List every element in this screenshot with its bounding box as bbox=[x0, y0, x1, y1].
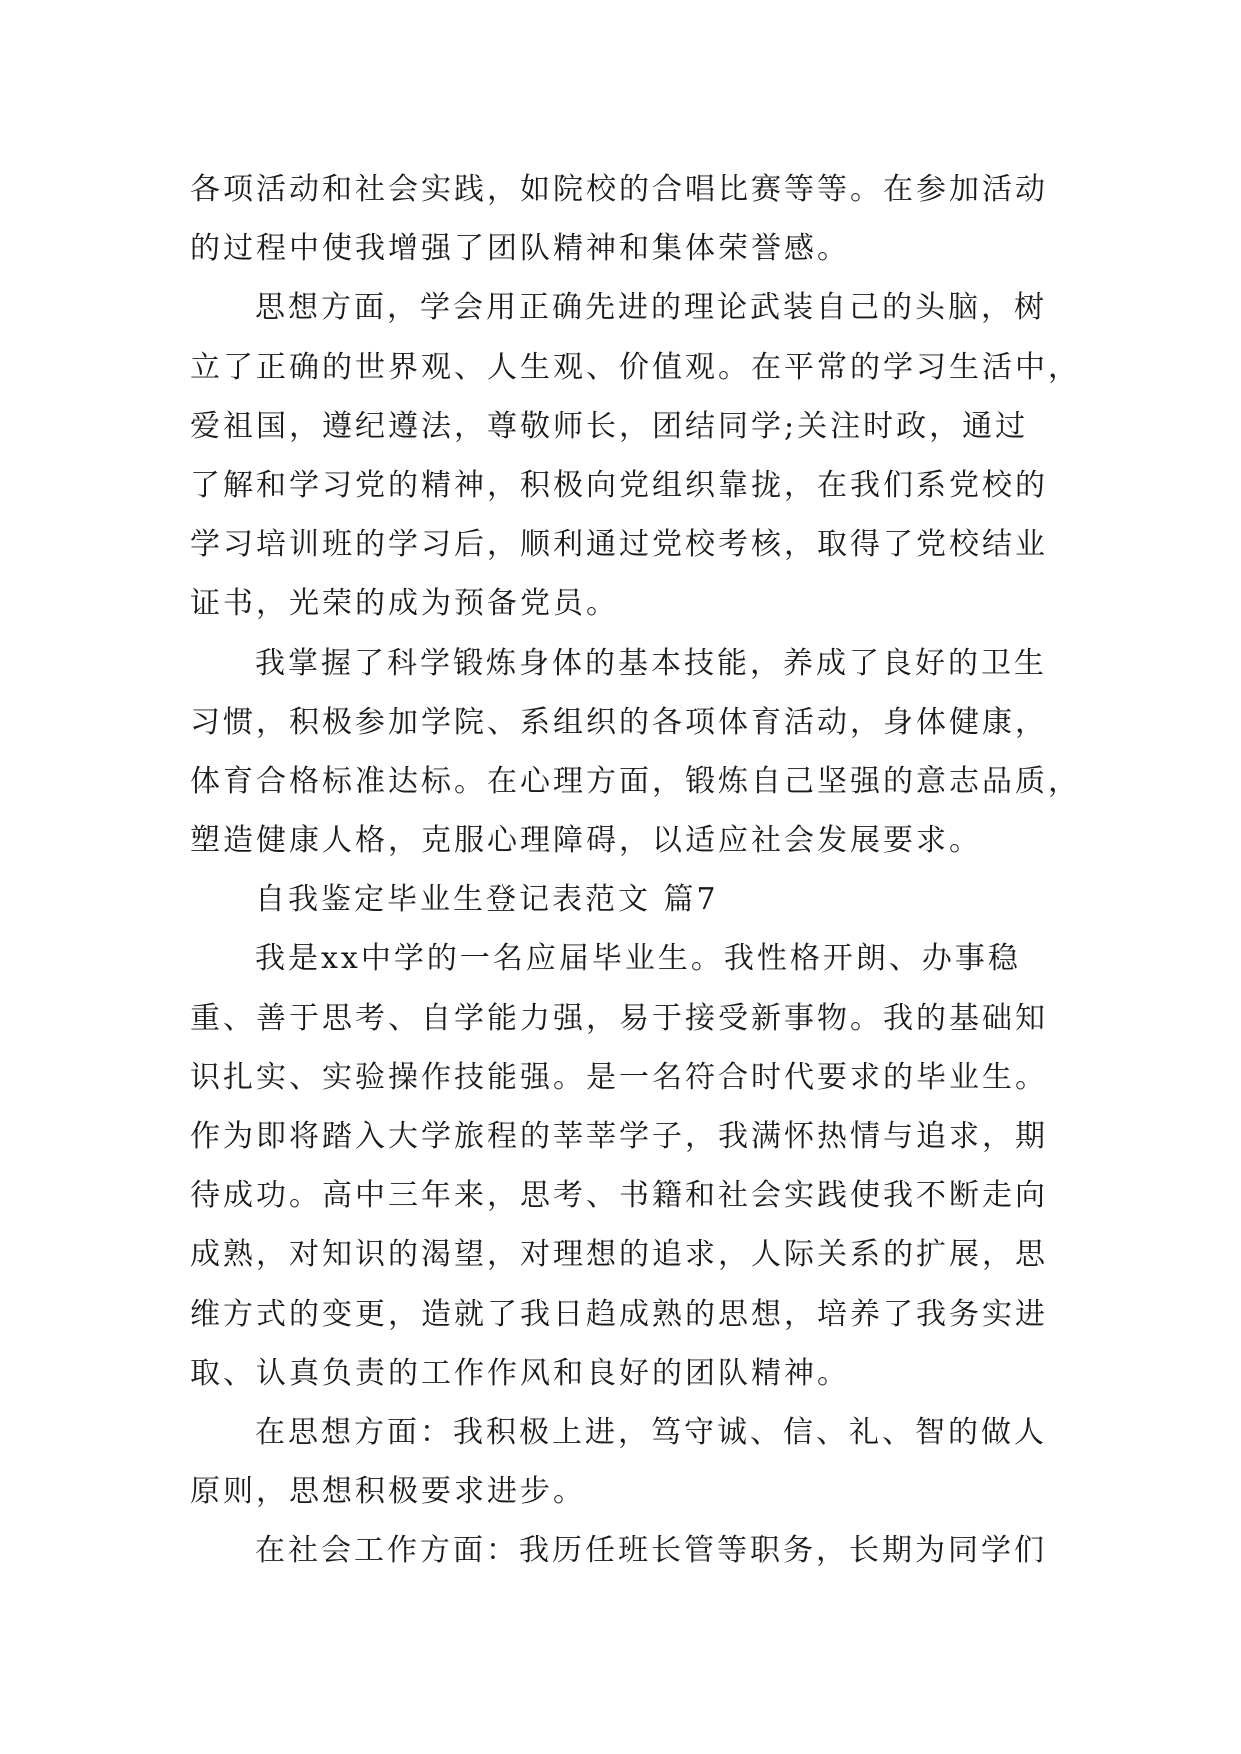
text-line: 体育合格标准达标。在心理方面，锻炼自己坚强的意志品质， bbox=[190, 763, 1081, 799]
text-line: 爱祖国，遵纪遵法，尊敬师长，团结同学;关注时政，通过 bbox=[190, 408, 1029, 444]
text-line: 维方式的变更，造就了我日趋成熟的思想，培养了我务实进 bbox=[190, 1296, 1048, 1332]
text-line: 思想方面，学会用正确先进的理论武装自己的头脑，树 bbox=[255, 290, 1047, 326]
text-line: 我是xx中学的一名应届毕业生。我性格开朗、办事稳 bbox=[255, 941, 1021, 977]
text-line: 在社会工作方面：我历任班长管等职务，长期为同学们 bbox=[255, 1533, 1047, 1569]
text-line: 证书，光荣的成为预备党员。 bbox=[190, 586, 619, 622]
text-line: 成熟，对知识的渴望，对理想的追求，人际关系的扩展，思 bbox=[190, 1237, 1048, 1273]
text-line: 我掌握了科学锻炼身体的基本技能，养成了良好的卫生 bbox=[255, 645, 1047, 681]
text-line: 的过程中使我增强了团队精神和集体荣誉感。 bbox=[190, 231, 850, 267]
text-line: 重、善于思考、自学能力强，易于接受新事物。我的基础知 bbox=[190, 1000, 1048, 1036]
text-line: 学习培训班的学习后，顺利通过党校考核，取得了党校结业 bbox=[190, 527, 1048, 563]
section-heading: 自我鉴定毕业生登记表范文 篇7 bbox=[255, 882, 719, 918]
text-line: 在思想方面：我积极上进，笃守诚、信、礼、智的做人 bbox=[255, 1414, 1047, 1450]
text-line: 塑造健康人格，克服心理障碍，以适应社会发展要求。 bbox=[190, 823, 982, 859]
text-line: 识扎实、实验操作技能强。是一名符合时代要求的毕业生。 bbox=[190, 1059, 1048, 1095]
text-line: 立了正确的世界观、人生观、价值观。在平常的学习生活中， bbox=[190, 349, 1081, 385]
text-line: 作为即将踏入大学旅程的莘莘学子，我满怀热情与追求，期 bbox=[190, 1119, 1048, 1154]
text-line: 原则，思想积极要求进步。 bbox=[190, 1474, 586, 1510]
text-line: 各项活动和社会实践，如院校的合唱比赛等等。在参加活动 bbox=[190, 172, 1048, 207]
text-line: 了解和学习党的精神，积极向党组织靠拢，在我们系党校的 bbox=[190, 467, 1048, 503]
text-line: 习惯，积极参加学院、系组织的各项体育活动，身体健康， bbox=[190, 704, 1048, 740]
text-line: 待成功。高中三年来，思考、书籍和社会实践使我不断走向 bbox=[190, 1178, 1048, 1214]
text-line: 取、认真负责的工作作风和良好的团队精神。 bbox=[190, 1355, 850, 1391]
document-body bbox=[190, 160, 1081, 1581]
